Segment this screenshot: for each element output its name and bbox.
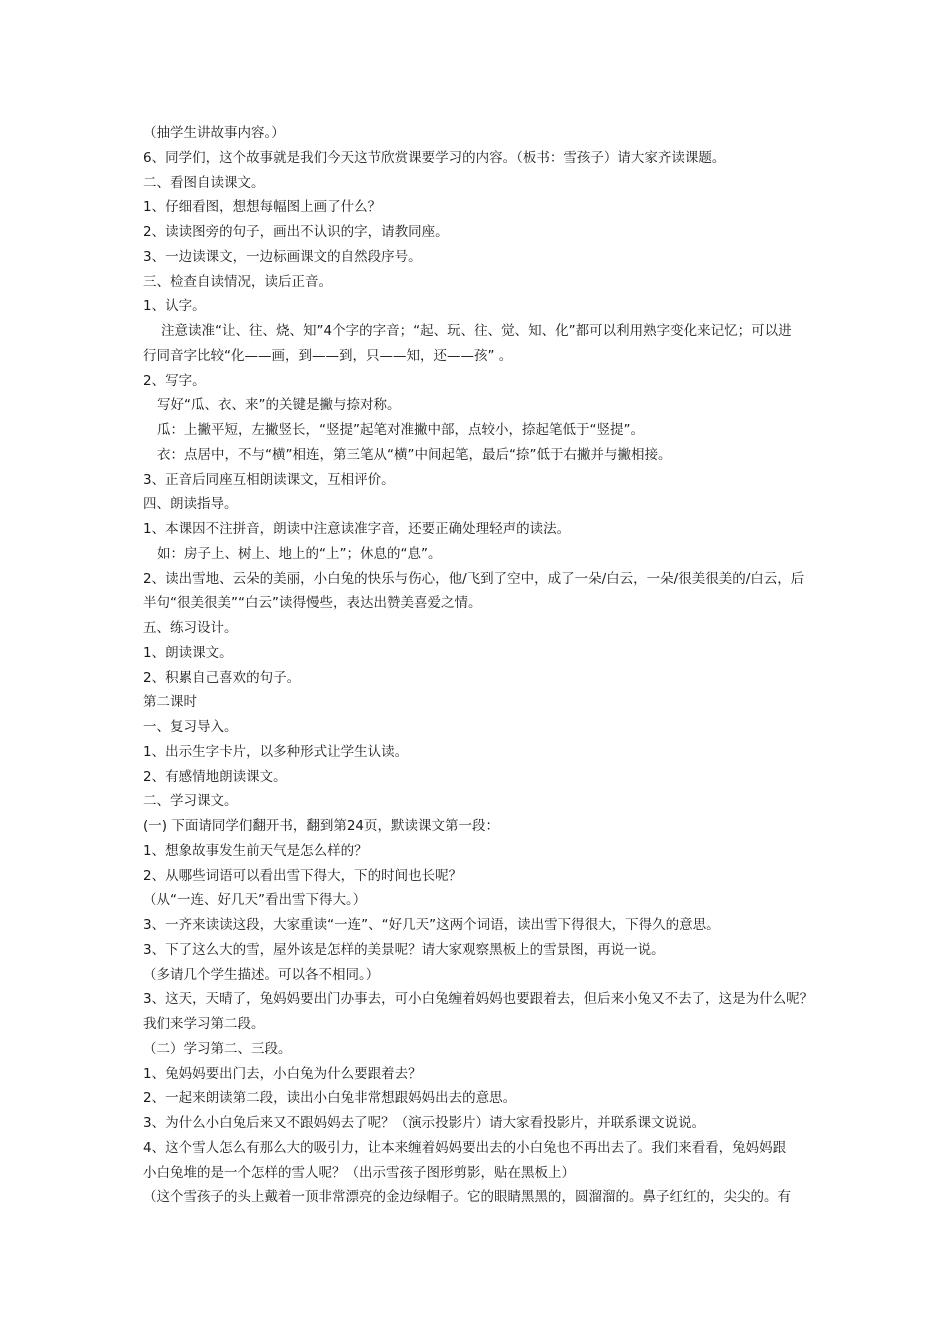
text-line: （抽学生讲故事内容。） [143, 125, 285, 141]
text-line: 1、仔细看图，想想每幅图上画了什么？ [143, 199, 382, 216]
text-line: 1、出示生字卡片，以多种形式让学生认读。 [143, 743, 409, 760]
text-line: 半句“很美很美”“白云”读得慢些，表达出赞美喜爱之情。 [143, 595, 482, 612]
text-line: 3、一边读课文，一边标画课文的自然段序号。 [143, 248, 422, 265]
text-line: 1、想象故事发生前天气是怎么样的？ [143, 842, 368, 859]
text-line: 3、为什么小白兔后来又不跟妈妈去了呢？（演示投影片）请大家看投影片，并联系课文说说。 [143, 1115, 706, 1131]
text-line: 1、认字。 [143, 298, 206, 315]
text-line: 4、这个雪人怎么有那么大的吸引力，让本来缠着妈妈要出去的小白兔也不再出去了。我们来看看，兔妈妈跟 [143, 1139, 787, 1156]
text-line: 1、兔妈妈要出门去，小白兔为什么要跟着去？ [143, 1065, 422, 1082]
section-heading: 一、复习导入。 [143, 719, 238, 735]
section-heading: 四、朗读指导。 [143, 496, 238, 513]
text-line: 2、一起来朗读第二段，读出小白兔非常想跟妈妈出去的意思。 [143, 1090, 517, 1107]
text-line: 2、写字。 [143, 372, 206, 389]
text-line: 3、下了这么大的雪，屋外该是怎样的美景呢？请大家观察黑板上的雪景图，再说一说。 [143, 941, 665, 958]
section-heading: 二、看图自读课文。 [143, 174, 265, 191]
text-line: 2、有感情地朗读课文。 [143, 768, 287, 785]
text-line: （这个雪孩子的头上戴着一顶非常漂亮的金边绿帽子。它的眼睛黑黑的，圆溜溜的。鼻子红红的，尖尖的。有 [143, 1189, 791, 1206]
text-line: 行同音字比较“化——画，到——到，只——知，还——孩” 。 [143, 347, 513, 364]
text-line: 3、正音后同座互相朗读课文，互相评价。 [143, 471, 395, 488]
text-line: 写好“瓜、衣、来”的关键是撇与捺对称。 [157, 397, 401, 414]
text-line: 如：房子上、树上、地上的“上”；休息的“息”。 [157, 545, 442, 562]
text-line: 2、读读图旁的句子，画出不认识的字，请教同座。 [143, 224, 449, 240]
text-line: 瓜：上撇平短，左撇竖长，“竖提”起笔对准撇中部，点较小，捺起笔低于“竖提”。 [157, 422, 644, 438]
text-line: 2、积累自己喜欢的句子。 [143, 669, 301, 686]
subsection-heading: （二）学习第二、三段。 [143, 1040, 292, 1057]
text-line: 3、这天，天晴了，兔妈妈要出门办事去，可小白兔缠着妈妈也要跟着去，但后来小兔又不去了，这是为什么呢？ [143, 991, 814, 1008]
text-line: 衣：点居中，不与“横”相连，第三笔从“横”中间起笔，最后“捺”低于右撇并与撇相接。 [157, 446, 672, 463]
text-line: 我们来学习第二段。 [143, 1016, 265, 1032]
section-heading: 五、练习设计。 [143, 620, 238, 636]
text-line: 2、从哪些词语可以看出雪下得大，下的时间也长呢？ [143, 867, 463, 884]
text-line: 2、读出雪地、云朵的美丽，小白兔的快乐与伤心，他/飞到了空中，成了一朵/白云，一朵/很美很美的/白云，后 [143, 570, 805, 587]
text-line: 注意读准“让、往、烧、知”4个字的字音；“起、玩、往、觉、知、化”都可以利用熟字变化来记忆；可以进 [161, 323, 792, 339]
text-line: 小白兔堆的是一个怎样的雪人呢？（出示雪孩子图形剪影，贴在黑板上） [143, 1164, 575, 1181]
text-line: 1、本课因不注拼音，朗读中注意读准字音，还要正确处理轻声的读法。 [143, 521, 571, 537]
text-line: 6、同学们，这个故事就是我们今天这节欣赏课要学习的内容。（板书：雪孩子）请大家齐读课题。 [143, 149, 726, 166]
text-line: （多请几个学生描述。可以各不相同。） [143, 966, 380, 983]
document-page [143, 121, 823, 1210]
section-heading: 二、学习课文。 [143, 793, 238, 810]
text-line: (一) 下面请同学们翻开书，翻到第24页，默读课文第一段： [143, 818, 500, 834]
text-line: 3、一齐来读读这段，大家重读“一连”、“好几天”这两个词语，读出雪下得很大，下得久的意思。 [143, 917, 720, 933]
lesson-heading: 第二课时 [143, 694, 197, 711]
section-heading: 三、检查自读情况，读后正音。 [143, 273, 332, 290]
text-line: （从“一连、好几天”看出雪下得大。） [143, 892, 367, 909]
text-line: 1、朗读课文。 [143, 644, 233, 661]
